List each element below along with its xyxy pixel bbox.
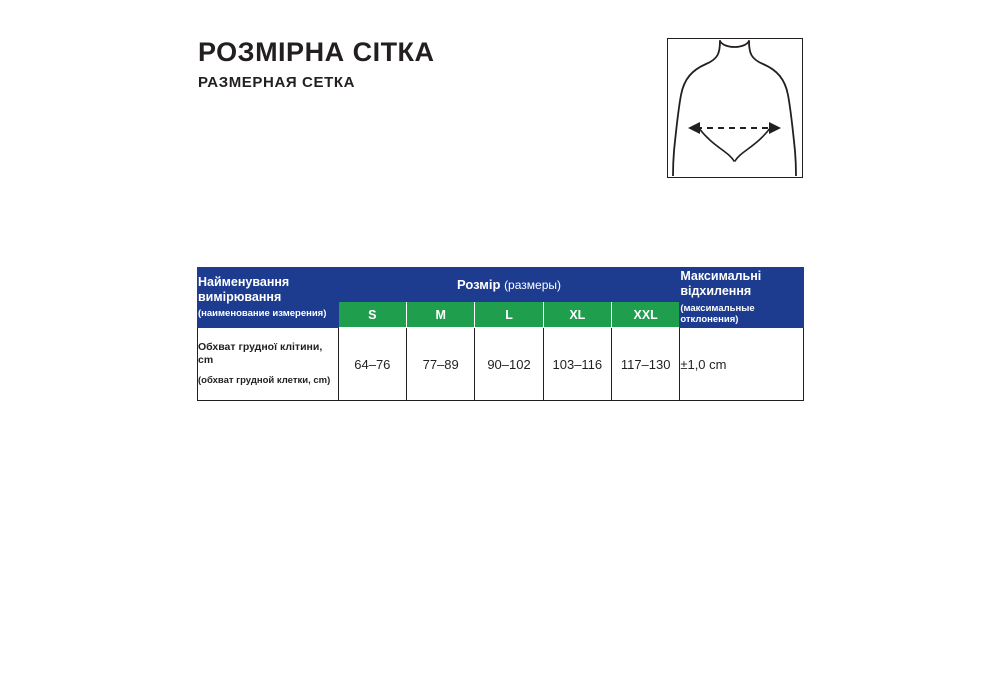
header-size-group: Розмір (размеры) [338, 268, 680, 302]
size-table [197, 267, 804, 401]
cell-chest-l: 90–102 [475, 328, 543, 401]
cell-chest-xl: 103–116 [543, 328, 611, 401]
cell-chest-xxl: 117–130 [612, 328, 680, 401]
cell-chest-deviation: ±1,0 cm [680, 328, 804, 401]
header-size-l: L [475, 302, 543, 328]
size-table-wrapper [197, 267, 804, 401]
page-heading [198, 38, 658, 91]
table-header-row-top [198, 268, 804, 302]
torso-illustration-box [667, 38, 803, 178]
torso-chest-measure-icon [668, 39, 801, 176]
header-size-xl: XL [543, 302, 611, 328]
header-measurement-name: Найменування вимірювання (наименование измерения) [198, 268, 339, 328]
header-size-s: S [338, 302, 406, 328]
header-size-xxl: XXL [612, 302, 680, 328]
row-measurement-label: Обхват грудної клітини, cm (обхват грудной клетки, cm) [198, 328, 339, 401]
header-max-deviation: Максимальні відхилення (максимальные отклонения) [680, 268, 804, 328]
cell-chest-m: 77–89 [407, 328, 475, 401]
cell-chest-s: 64–76 [338, 328, 406, 401]
page-title: РОЗМІРНА СІТКА [198, 37, 435, 67]
table-row [198, 328, 804, 401]
page-subtitle: РАЗМЕРНАЯ СЕТКА [198, 73, 356, 91]
header-size-m: M [407, 302, 475, 328]
